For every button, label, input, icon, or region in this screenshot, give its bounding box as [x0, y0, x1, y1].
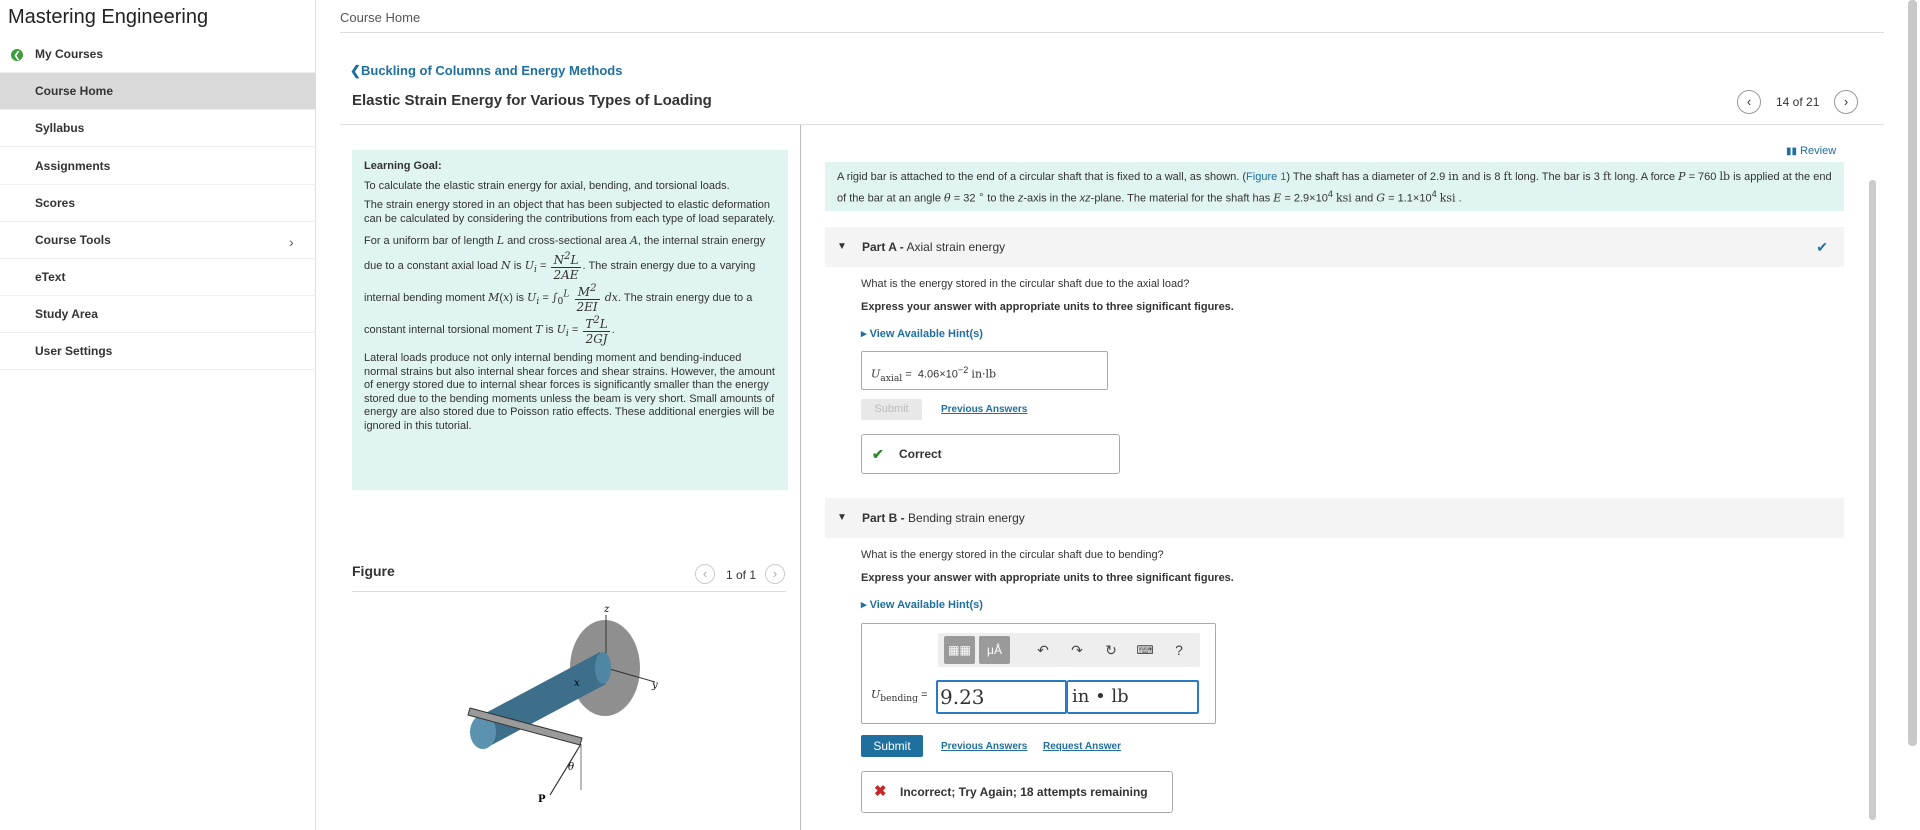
prev-item-button[interactable]: ‹: [1737, 90, 1761, 114]
problem-statement: A rigid bar is attached to the end of a circular shaft that is fixed to a wall, as shown. (Figure 1) The shaft has a diameter of 2.9 in and is 8 ft long. The bar is 3 ft long. A force P = 760 lb is applied at the end of the bar at an angle θ = 32 ∘ to the z-axis in the xz-plane. The material for the shaft has $E = 2.9\times 10^4$ ksi and $G = 1.1\times 10^4$ ksi .: [825, 162, 1844, 211]
divider: [340, 124, 1884, 125]
sidebar-item-label: eText: [35, 270, 66, 284]
shaft-end: [595, 652, 611, 684]
learning-goal: [352, 150, 788, 490]
sidebar-item-label: My Courses: [35, 47, 104, 61]
shaft-figure: [460, 600, 690, 810]
goal-text: The strain energy stored in an object that has been subjected to elastic deformation can be calculated by considering the contributions from each type of load separately.: [364, 199, 776, 225]
figure-link[interactable]: Figure 1: [1246, 171, 1287, 183]
sidebar-item-syllabus[interactable]: [0, 110, 316, 147]
divider: [340, 32, 1884, 33]
app-title: Mastering Engineering: [8, 6, 209, 28]
page-scrollbar[interactable]: [1908, 0, 1917, 746]
part-b-submit-button[interactable]: Submit: [861, 735, 923, 757]
sidebar-item-user-settings[interactable]: [0, 333, 316, 370]
sidebar-item-label: Study Area: [35, 307, 98, 321]
keyboard-icon[interactable]: ⌨: [1136, 643, 1154, 657]
sidebar-item-course-home[interactable]: [0, 73, 316, 110]
part-a-answer-box: $U_{axial} = 4.06\times 10^{-2}$ in·lb: [861, 351, 1108, 390]
part-b-header[interactable]: ▼ Part B - Bending strain energy: [825, 498, 1844, 538]
goal-formulas: For a uniform bar of length L and cross-sectional area A, the internal strain energy due to a constant axial load N is $U_i$ = $\frac{N^2L}{2AE}$ . The strain energy due to a varying internal bending moment M(x) is $U_i = \int_0^L$ $\frac{M^2}{2EI}$ dx. The strain energy due to a constant internal torsional moment T is $U_i$ = $\frac{T^2L}{2GJ}$ .: [364, 234, 766, 346]
item-pager: 14 of 21: [1776, 95, 1820, 109]
part-a-hint-toggle[interactable]: ▸ View Available Hint(s): [861, 328, 983, 340]
request-answer-link[interactable]: Request Answer: [1043, 741, 1121, 752]
figure-pager: 1 of 1: [726, 568, 757, 582]
goal-heading: Learning Goal:: [364, 160, 442, 172]
caret-down-icon: ▼: [837, 512, 847, 523]
chevron-right-icon: ›: [289, 234, 294, 250]
reset-icon[interactable]: ↻: [1105, 642, 1117, 658]
back-link[interactable]: Buckling of Columns and Energy Methods: [361, 63, 623, 78]
part-b-answer-label: $U_{bending}$ =: [871, 688, 928, 705]
part-b-instruction: Express your answer with appropriate units to three significant figures.: [861, 572, 1234, 584]
sidebar-item-etext[interactable]: [0, 259, 316, 296]
help-icon[interactable]: ?: [1175, 642, 1183, 658]
x-label: x: [574, 678, 580, 689]
back-arrow-icon[interactable]: ❮: [11, 49, 23, 61]
check-icon: ✔: [872, 446, 884, 462]
bending-formula: $\frac{M^2}{2EI}$: [576, 283, 598, 314]
y-label: y: [652, 680, 658, 691]
goal-text: To calculate the elastic strain energy for axial, bending, and torsional loads.: [364, 179, 730, 192]
math-toolbar: [938, 633, 1200, 667]
next-item-button[interactable]: ›: [1834, 90, 1858, 114]
figure-title: Figure: [352, 563, 395, 579]
part-a-submit-button[interactable]: Submit: [861, 399, 922, 420]
part-a-feedback: ✔ Correct: [861, 434, 1120, 474]
caret-right-icon: ▸: [861, 599, 867, 611]
sidebar-item-label: User Settings: [35, 344, 113, 358]
panel-scrollbar[interactable]: [1869, 180, 1876, 820]
part-a-instruction: Express your answer with appropriate units to three significant figures.: [861, 301, 1234, 313]
divider: [352, 591, 786, 592]
units-button[interactable]: μÅ: [979, 636, 1010, 664]
figure-prev-button[interactable]: ‹: [695, 564, 715, 584]
undo-icon[interactable]: ↶: [1037, 642, 1049, 658]
sidebar-item-course-tools[interactable]: [0, 222, 316, 259]
book-icon: ▮▮: [1786, 146, 1798, 157]
sidebar-item-label: Course Home: [35, 84, 114, 98]
caret-right-icon: ▸: [861, 328, 867, 340]
force-arrow: [550, 744, 581, 795]
caret-down-icon: ▼: [837, 241, 847, 252]
chevron-left-icon[interactable]: ❮: [350, 63, 361, 78]
sidebar-item-study-area[interactable]: [0, 296, 316, 333]
part-b-answer-editor: [861, 623, 1216, 724]
pane-divider[interactable]: [800, 125, 801, 830]
figure-next-button[interactable]: ›: [765, 564, 785, 584]
templates-icon[interactable]: ▦▦: [944, 636, 975, 664]
redo-icon[interactable]: ↷: [1071, 642, 1083, 658]
part-b-question: What is the energy stored in the circular shaft due to bending?: [861, 549, 1164, 561]
p-label: P: [538, 794, 546, 805]
sidebar-item-my-courses[interactable]: [0, 36, 316, 73]
part-a-previous-answers-link[interactable]: Previous Answers: [941, 404, 1028, 415]
part-b-hint-toggle[interactable]: ▸ View Available Hint(s): [861, 599, 983, 611]
page-title: Elastic Strain Energy for Various Types of Loading: [352, 92, 712, 109]
sidebar-item-assignments[interactable]: [0, 148, 316, 185]
breadcrumb[interactable]: Course Home: [340, 10, 421, 25]
torsion-formula: $\frac{T^2L}{2GJ}$: [585, 315, 608, 346]
goal-text: Lateral loads produce not only internal bending moment and bending-induced normal strains but also internal shear forces and shear strains. However, the amount of energy stored due to internal shear forces is significantly smaller than the energy stored due to the bending moments unless the beam is very short. Small amounts of energy are also stored due to Poisson ratio effects. These additional energies will be ignored in this tutorial.: [364, 352, 775, 432]
sidebar-item-scores[interactable]: [0, 185, 316, 222]
theta-label: θ: [568, 762, 575, 773]
sidebar-item-label: Course Tools: [35, 233, 111, 247]
x-icon: ✖: [874, 783, 887, 800]
part-a-header[interactable]: ▼ Part A - Axial strain energy ✔: [825, 227, 1844, 267]
axial-formula: $\frac{N^2L}{2AE}$: [553, 251, 579, 282]
answer-unit-input[interactable]: in • lb: [1067, 680, 1199, 714]
part-b-previous-answers-link[interactable]: Previous Answers: [941, 741, 1028, 752]
answer-value-input[interactable]: 9.23: [936, 680, 1067, 714]
check-icon: ✔: [1816, 239, 1828, 255]
sidebar-item-label: Syllabus: [35, 121, 85, 135]
sidebar: [0, 0, 316, 830]
part-a-question: What is the energy stored in the circular shaft due to the axial load?: [861, 278, 1190, 290]
sidebar-item-label: Assignments: [35, 159, 111, 173]
z-label: z: [604, 604, 610, 615]
part-b-feedback: ✖ Incorrect; Try Again; 18 attempts remaining: [861, 771, 1173, 813]
review-link[interactable]: ▮▮ Review: [1786, 145, 1837, 157]
sidebar-item-label: Scores: [35, 196, 76, 210]
